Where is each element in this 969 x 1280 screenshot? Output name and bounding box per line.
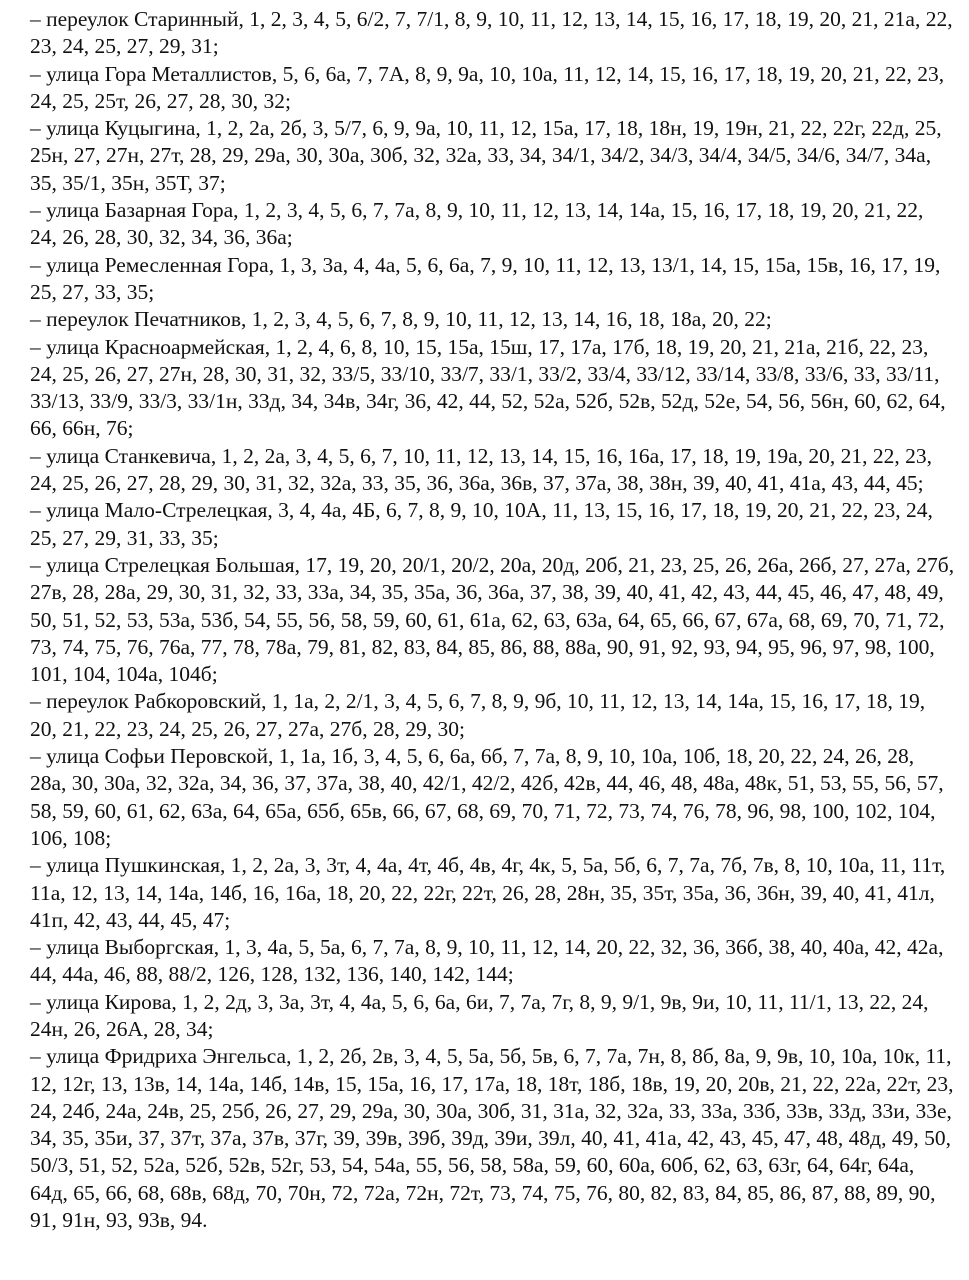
street-entry-stankevicha: – улица Станкевича, 1, 2, 2а, 3, 4, 5, 6, 7, 10, 11, 12, 13, 14, 15, 16, 16а, 17, 18, 19, 19а, 20, 21, 22, 23, 24, 25, 26, 27, 28, 29, 30, 31, 32, 32а, 33, 35, 36, 36а, 36в, 37, 37а, 38, 38н, 39, 40, 41, 41а, 43, 44, 45; [30,443,933,496]
street-entry-bazarnaya-gora: – улица Базарная Гора, 1, 2, 3, 4, 5, 6, 7, 7а, 8, 9, 10, 11, 12, 13, 14, 14а, 15, 16, 17, 18, 19, 20, 21, 22, 24, 26, 28, 30, 32, 34, 36, 36а; [30,198,924,250]
street-entry-kutsygina: – улица Куцыгина, 1, 2, 2а, 2б, 3, 5/7, 6, 9, 9а, 10, 11, 12, 15а, 17, 18, 18н, 19, 19н, 21, 22, 22г, 22д, 25, 25н, 27, 27н, 27т, 28, 29, 29а, 30, 30а, 30б, 32, 32а, 33, 34, 34/1, 34/2, 34/3, 34/4, 34/5, 34/6, 34/7, 34а, 35, 35/1, 35н, 35Т, 37; [30,116,942,195]
street-entry-rabkorovsky: – переулок Рабкоровский, 1, 1а, 2, 2/1, 3, 4, 5, 6, 7, 8, 9, 9б, 10, 11, 12, 13, 14, 14а, 15, 16, 17, 18, 19, 20, 21, 22, 23, 24, 25, 26, 27, 27а, 27б, 28, 29, 30; [30,689,926,741]
street-entry-vyborgskaya: – улица Выборгская, 1, 3, 4а, 5, 5а, 6, 7, 7а, 8, 9, 10, 11, 12, 14, 20, 22, 32, 36, 36б, 38, 40, 40а, 42, 42а, 44, 44а, 46, 88, 88/2, 126, 128, 132, 136, 140, 142, 144; [30,935,944,987]
street-entry-fridrikha-engelsa: – улица Фридриха Энгельса, 1, 2, 2б, 2в, 3, 4, 5, 5а, 5б, 5в, 6, 7, 7а, 7н, 8, 8б, 8а, 9, 9в, 10, 10а, 10к, 11, 12, 12г, 13, 13в, 14, 14а, 14б, 14в, 15, 15а, 16, 17, 17а, 18, 18т, 18б, 18в, 19, 20, 20в, 21, 22, 22а, 22т, 23, 24, 24б, 24а, 24в, 25, 25б, 26, 27, 29, 29а, 30, 30а, 30б, 31, 31а, 32, 32а, 33, 33а, 33б, 33в, 33д, 33и, 33е, 34, 35, 35и, 37, 37т, 37а, 37в, 37г, 39, 39в, 39б, 39д, 39и, 39л, 40, 41, 41а, 42, 43, 45, 47, 48, 48д, 49, 50, 50/3, 51, 52, 52а, 52б, 52в, 52г, 53, 54, 54а, 55, 56, 58, 58а, 59, 60, 60а, 60б, 62, 63, 63г, 64, 64г, 64а, 64д, 65, 66, 68, 68в, 68д, 70, 70н, 72, 72а, 72н, 72т, 73, 74, 75, 76, 80, 82, 83, 84, 85, 86, 87, 88, 89, 90, 91, 91н, 93, 93в, 94. [30,1044,954,1233]
street-entry-pushkinskaya: – улица Пушкинская, 1, 2, 2а, 3, 3т, 4, 4а, 4т, 4б, 4в, 4г, 4к, 5, 5а, 5б, 6, 7, 7а, 7б, 7в, 8, 10, 10а, 11, 11т, 11а, 12, 13, 14, 14а, 14б, 16, 16а, 18, 20, 22, 22г, 22т, 26, 28, 28н, 35, 35т, 35а, 36, 36н, 39, 40, 41, 41л, 41п, 42, 43, 44, 45, 47; [30,853,946,932]
street-entry-malo-streletskaya: – улица Мало-Стрелецкая, 3, 4, 4а, 4Б, 6, 7, 8, 9, 10, 10А, 11, 13, 15, 16, 17, 18, 19, 20, 21, 22, 23, 24, 25, 27, 29, 31, 33, 35; [30,498,933,550]
street-entry-streletskaya-bolshaya: – улица Стрелецкая Большая, 17, 19, 20, 20/1, 20/2, 20а, 20д, 20б, 21, 23, 25, 26, 26а, 26б, 27, 27а, 27б, 27в, 28, 28а, 29, 30, 31, 32, 33, 33а, 34, 35, 35а, 36, 36а, 37, 38, 39, 40, 41, 42, 43, 44, 45, 46, 47, 48, 49, 50, 51, 52, 53, 53а, 53б, 54, 55, 56, 58, 59, 60, 61, 61а, 62, 63, 63а, 64, 65, 66, 67, 67а, 68, 69, 70, 71, 72, 73, 74, 75, 76, 76а, 77, 78, 78а, 79, 81, 82, 83, 84, 85, 86, 88, 88а, 90, 91, 92, 93, 94, 95, 96, 97, 98, 100, 101, 104, 104а, 104б; [30,552,955,687]
street-entry-sofi-perovskoy: – улица Софьи Перовской, 1, 1а, 1б, 3, 4, 5, 6, 6а, 6б, 7, 7а, 8, 9, 10, 10а, 10б, 18, 20, 22, 24, 26, 28, 28а, 30, 30а, 32, 32а, 34, 36, 37, 37а, 38, 40, 42/1, 42/2, 42б, 42в, 44, 46, 48, 48а, 48к, 51, 53, 55, 56, 57, 58, 59, 60, 61, 62, 63а, 64, 65а, 65б, 65в, 66, 67, 68, 69, 70, 71, 72, 73, 74, 76, 78, 96, 98, 100, 102, 104, 106, 108; [30,744,944,850]
street-entry-kirova: – улица Кирова, 1, 2, 2д, 3, 3а, 3т, 4, 4а, 5, 6, 6а, 6и, 7, 7а, 7г, 8, 9, 9/1, 9в, 9и, 10, 11, 11/1, 13, 22, 24, 24н, 26, 26А, 28, 34; [30,989,929,1041]
street-entry-gora-metallistov: – улица Гора Металлистов, 5, 6, 6а, 7, 7А, 8, 9, 9а, 10, 10а, 11, 12, 14, 15, 16, 17, 18, 19, 20, 21, 22, 23, 24, 25, 25т, 26, 27, 28, 30, 32; [30,61,945,113]
street-entry-remeslennaya-gora: – улица Ремесленная Гора, 1, 3, 3а, 4, 4а, 5, 6, 6а, 7, 9, 10, 11, 12, 13, 13/1, 14, 15, 15а, 15в, 16, 17, 19, 25, 27, 33, 35; [30,252,941,304]
street-entry-pechatnikov: – переулок Печатников, 1, 2, 3, 4, 5, 6, 7, 8, 9, 10, 11, 12, 13, 14, 16, 18, 18а, 20, 22; [30,307,772,332]
street-entry-krasnoarmeyskaya: – улица Красноармейская, 1, 2, 4, 6, 8, 10, 15, 15а, 15ш, 17, 17а, 17б, 18, 19, 20, 21, 21а, 21б, 22, 23, 24, 25, 26, 27, 27н, 28, 30, 31, 32, 33/5, 33/10, 33/7, 33/1, 33/2, 33/4, 33/12, 33/14, 33/8, 33/6, 33, 33/11, 33/13, 33/9, 33/3, 33/1н, 33д, 34, 34в, 34г, 36, 42, 44, 52, 52а, 52б, 52в, 52д, 52е, 54, 56, 56н, 60, 62, 64, 66, 66н, 76; [30,334,946,441]
street-entry-starinny: – переулок Старинный, 1, 2, 3, 4, 5, 6/2, 7, 7/1, 8, 9, 10, 11, 12, 13, 14, 15, 16, 17, 18, 19, 20, 21, 21а, 22, 23, 24, 25, 27, 29, 31; [30,7,953,59]
